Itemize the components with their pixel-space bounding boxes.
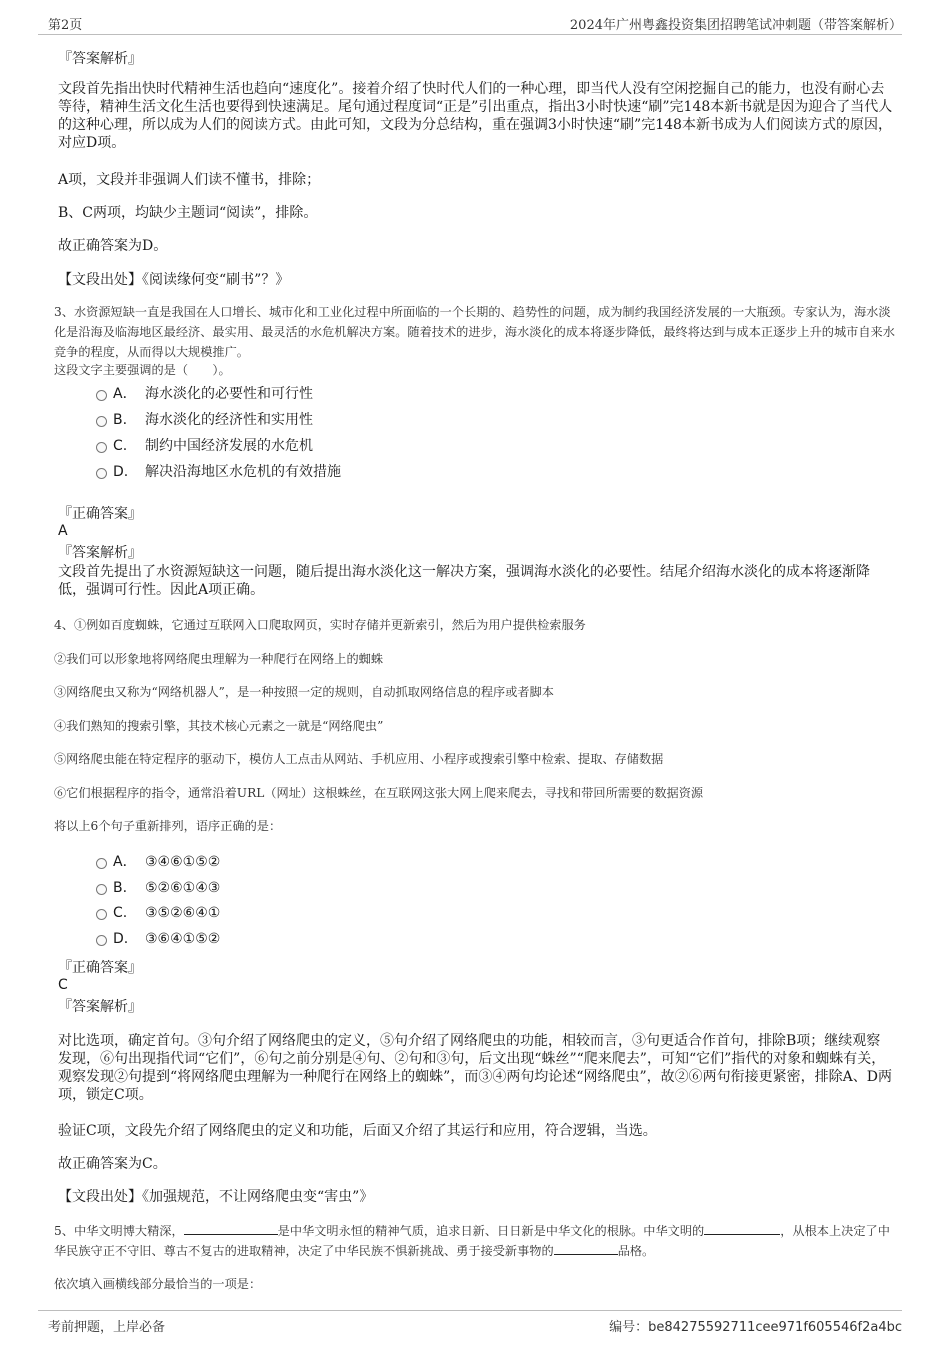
page-footer <box>38 1310 902 1337</box>
correct-label-3: 『正确答案』 <box>58 506 142 522</box>
analysis-label-4: 『答案解析』 <box>58 999 142 1015</box>
radio-button[interactable] <box>96 909 107 920</box>
source-title: 《阅读缘何变“刷书”？》 <box>142 272 290 288</box>
option-key: D. <box>113 931 129 947</box>
conclusion-4: 故正确答案为C。 <box>58 1156 167 1172</box>
analysis-label-1: 『答案解析』 <box>58 51 142 67</box>
correct-answer-3: A <box>58 523 68 539</box>
q5-text-3: ，从根本上决定了中华民族守正不守旧、尊古不复古的进取精神，决定了中华民族不惧新挑战、勇于接受新事物的 <box>54 1224 890 1258</box>
q4-sentence-1: 4、①例如百度蜘蛛，它通过互联网入口爬取网页，实时存储并更新索引，然后为用户提供检索服务 <box>54 618 586 632</box>
radio-button[interactable] <box>96 858 107 869</box>
q3-option-d[interactable] <box>96 462 341 482</box>
option-key: A． <box>113 386 137 402</box>
source-1 <box>58 271 893 289</box>
analysis-text-4: 对比选项，确定首句。③句介绍了网络爬虫的定义，⑤句介绍了网络爬虫的功能，相较而言，③句更适合作首句，排除B项；继续观察发现，⑥句出现指代词“它们”，⑥句之前分别是④句、②句和③句，后文出现“蛛丝”“爬来爬去”，可知“它们”指代的对象和蜘蛛有关，观察发现②句提到“将网络爬虫理解为一种爬行在网络上的蜘蛛”，而③④两句均论述“网络爬虫”，故②⑥两句衔接更紧密，排除A、D两项，锁定C项。 <box>58 1033 892 1103</box>
analysis-text-3: 文段首先提出了水资源短缺这一问题，随后提出海水淡化这一解决方案，强调海水淡化的必要性。结尾介绍海水淡化的成本将逐渐降低，强调可行性。因此A项正确。 <box>58 564 870 598</box>
option-text: 海水淡化的必要性和可行性 <box>145 386 313 402</box>
source-label: 【文段出处】 <box>58 1189 142 1205</box>
option-key: C. <box>113 905 128 921</box>
q3-option-b[interactable] <box>96 410 313 430</box>
q4-sentence-3: ③网络爬虫又称为“网络机器人”，是一种按照一定的规则，自动抓取网络信息的程序或者脚本 <box>54 685 554 699</box>
fill-blank-1[interactable] <box>184 1222 278 1235</box>
conclusion-1: 故正确答案为D。 <box>58 238 168 254</box>
question-5-stem <box>54 1221 899 1261</box>
q3-option-c[interactable] <box>96 436 313 456</box>
q4-sentence-5: ⑤网络爬虫能在特定程序的驱动下，模仿人工点击从网站、手机应用、小程序或搜索引擎中检索、提取、存储数据 <box>54 752 664 766</box>
q4-sentence-4: ④我们熟知的搜索引擎，其技术核心元素之一就是“网络爬虫” <box>54 719 384 733</box>
document-title: 2024年广州粤鑫投资集团招聘笔试冲刺题（带答案解析） <box>569 18 902 33</box>
q5-text-4: 品格。 <box>617 1244 655 1258</box>
correct-answer-4: C <box>58 977 68 993</box>
q5-text-2: 是中华文明永恒的精神气质，追求日新、日日新是中华文化的根脉。中华文明的 <box>277 1224 705 1238</box>
page-header <box>38 12 902 35</box>
q4-option-b[interactable] <box>96 878 220 898</box>
option-text: ③④⑥①⑤② <box>145 854 221 870</box>
a-option-note: A项，文段并非强调人们读不懂书，排除； <box>58 172 321 188</box>
analysis-label-3: 『答案解析』 <box>58 545 142 561</box>
option-key: C. <box>113 438 128 454</box>
code-label: 编号： <box>609 1320 649 1335</box>
fill-blank-3[interactable] <box>554 1242 618 1255</box>
verify-4: 验证C项，文段先介绍了网络爬虫的定义和功能，后面又介绍了其运行和应用，符合逻辑，当选。 <box>58 1123 657 1139</box>
option-text: ③⑤②⑥④① <box>145 905 221 921</box>
footer-slogan: 考前押题，上岸必备 <box>48 1320 166 1335</box>
source-4 <box>58 1188 893 1206</box>
option-text: 制约中国经济发展的水危机 <box>145 438 313 454</box>
radio-button[interactable] <box>96 390 107 401</box>
q4-sentence-6: ⑥它们根据程序的指令，通常沿着URL（网址）这根蛛丝，在互联网这张大网上爬来爬去，寻找和带回所需要的数据资源 <box>54 786 704 800</box>
q4-option-c[interactable] <box>96 903 220 923</box>
radio-button[interactable] <box>96 442 107 453</box>
option-key: D. <box>113 464 129 480</box>
correct-label-4: 『正确答案』 <box>58 960 142 976</box>
fill-blank-2[interactable] <box>704 1222 780 1235</box>
radio-button[interactable] <box>96 416 107 427</box>
option-key: A． <box>113 854 137 870</box>
q4-option-a[interactable] <box>96 852 220 872</box>
bc-option-note: B、C两项，均缺少主题词“阅读”，排除。 <box>58 205 318 221</box>
question-3-stem: 3、水资源短缺一直是我国在人口增长、城市化和工业化过程中所面临的一个长期的、趋势性的问题，成为制约我国经济发展的一大瓶颈。专家认为，海水淡化是沿海及临海地区最经济、最实用、最灵活的水危机解决方案。随着技术的进步，海水淡化的成本将逐步降低，最终将达到与成本正逐步上升的城市自来水竞争的程度，从而得以大规模推广。 <box>54 305 895 359</box>
source-label: 【文段出处】 <box>58 272 142 288</box>
document-code <box>609 1316 902 1335</box>
radio-button[interactable] <box>96 468 107 479</box>
question-3-ask: 这段文字主要强调的是（ ）。 <box>54 363 231 377</box>
analysis-text-1: 文段首先指出快时代精神生活也趋向“速度化”。接着介绍了快时代人们的一种心理，即当代人没有空闲挖掘自己的能力，也没有耐心去等待，精神生活文化生活也要得到快速满足。尾句通过程度词“正是”引出重点，指出3小时快速“刷”完148本新书就是因为迎合了当代人的这种心理，所以成为人们的阅读方式。由此可知，文段为分总结构，重在强调3小时快速“刷”完148本新书成为人们阅读方式的原因，对应D项。 <box>58 81 893 151</box>
q4-sentence-2: ②我们可以形象地将网络爬虫理解为一种爬行在网络上的蜘蛛 <box>54 652 384 666</box>
radio-button[interactable] <box>96 884 107 895</box>
option-key: B. <box>113 412 128 428</box>
code-value: be84275592711cee971f605546f2a4bc <box>648 1320 902 1335</box>
option-text: 海水淡化的经济性和实用性 <box>145 412 313 428</box>
option-key: B. <box>113 880 128 896</box>
question-5-ask: 依次填入画横线部分最恰当的一项是： <box>54 1277 262 1291</box>
option-text: ③⑥④①⑤② <box>145 931 221 947</box>
question-4-ask: 将以上6个句子重新排列，语序正确的是： <box>54 819 282 833</box>
source-title: 《加强规范，不让网络爬虫变“害虫”》 <box>142 1189 374 1205</box>
page-number: 第2页 <box>48 18 83 33</box>
q5-text-1: 5、中华文明博大精深， <box>54 1224 184 1238</box>
q4-option-d[interactable] <box>96 929 220 949</box>
q3-option-a[interactable] <box>96 384 313 404</box>
option-text: ⑤②⑥①④③ <box>145 880 221 896</box>
option-text: 解决沿海地区水危机的有效措施 <box>145 464 341 480</box>
radio-button[interactable] <box>96 935 107 946</box>
